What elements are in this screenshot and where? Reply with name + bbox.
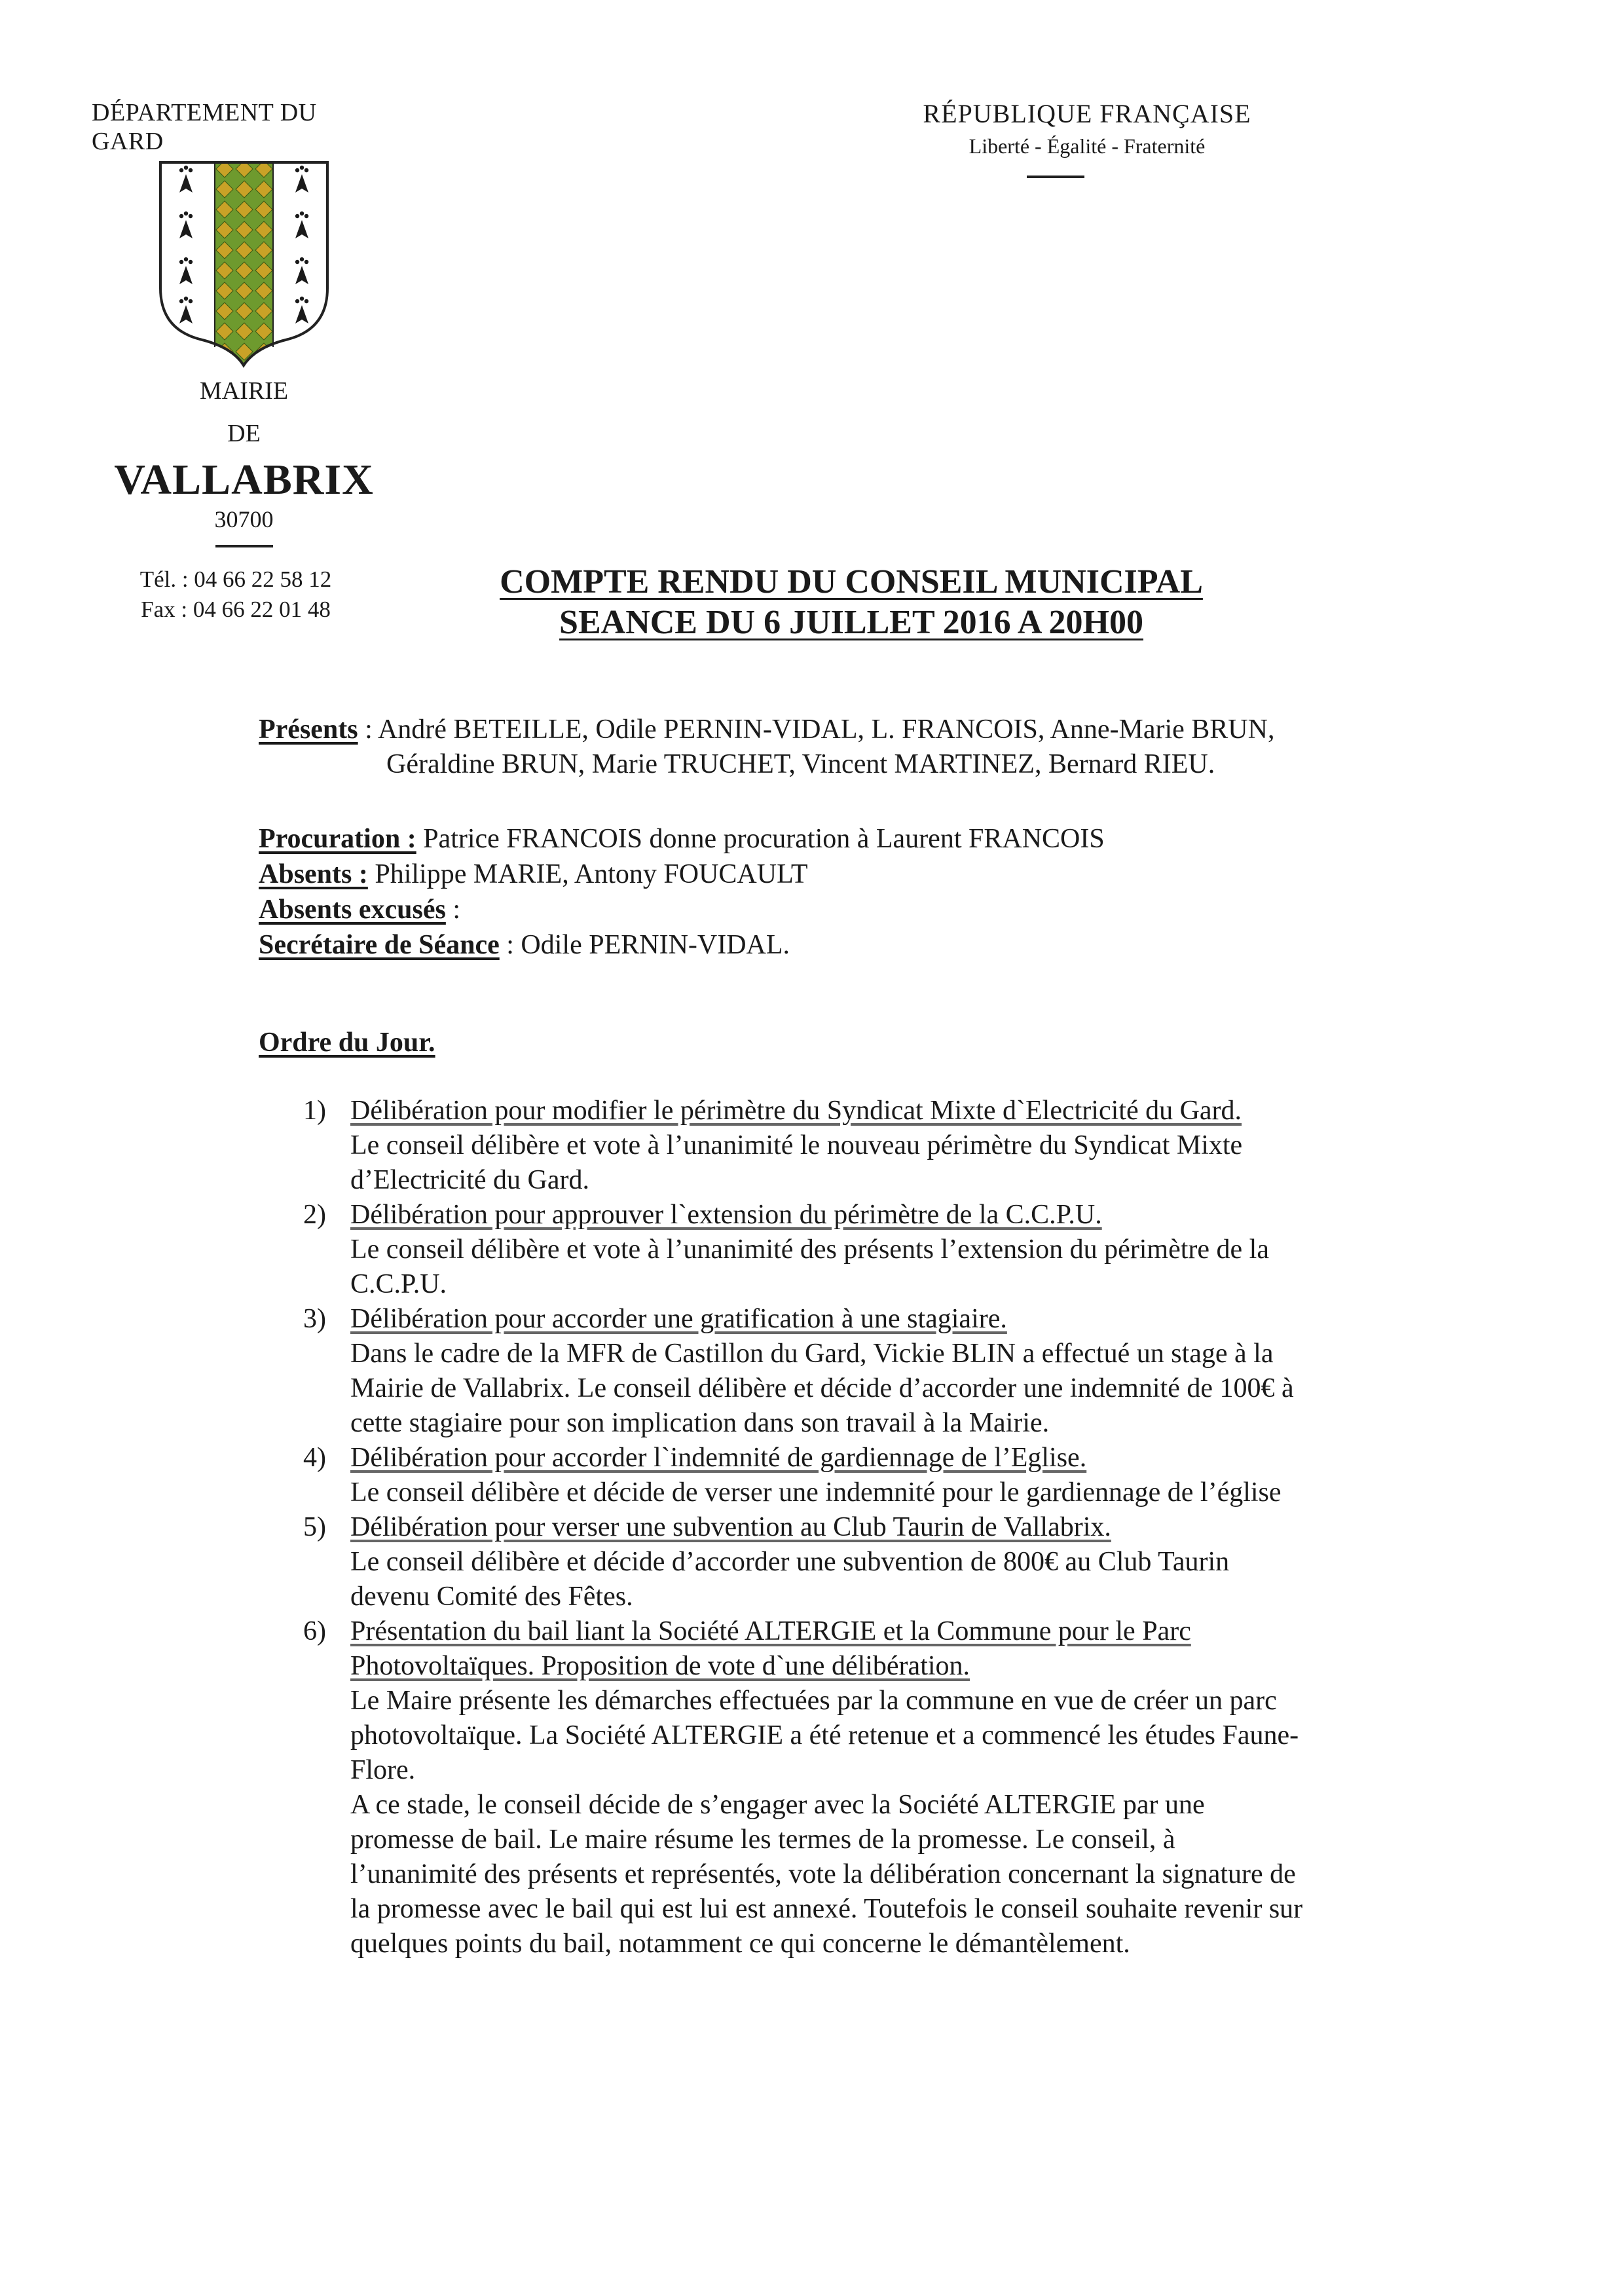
republic-motto: Liberté - Égalité - Fraternité xyxy=(969,134,1206,158)
agenda-list xyxy=(298,1094,1457,1961)
republic-name: RÉPUBLIQUE FRANÇAISE xyxy=(923,99,1251,128)
crest-pale xyxy=(215,157,273,373)
agenda-item-number: 1) xyxy=(303,1096,326,1126)
agenda-item xyxy=(298,1510,1457,1614)
agenda-item-number: 6) xyxy=(303,1616,326,1646)
absents-label: Absents : xyxy=(259,859,368,889)
agenda-item xyxy=(298,1198,1457,1302)
department-name: DÉPARTEMENT DU GARD xyxy=(92,99,317,155)
agenda-item-text: C.C.P.U. xyxy=(350,1269,447,1299)
phone-number: Tél. : 04 66 22 58 12 xyxy=(139,566,332,592)
agenda-item-heading: Délibération pour verser une subvention au Club Taurin de Vallabrix. xyxy=(350,1512,1111,1542)
agenda-item-number: 3) xyxy=(303,1304,326,1334)
procuration-label: Procuration : xyxy=(259,824,416,854)
agenda-item-text: Dans le cadre de la MFR de Castillon du Gard, Vickie BLIN a effectué un stage à la xyxy=(350,1339,1274,1369)
attendance-presents xyxy=(259,713,1444,782)
absents-text: Philippe MARIE, Antony FOUCAULT xyxy=(367,859,808,889)
agenda-item-heading: Délibération pour approuver l`extension du périmètre de la C.C.P.U. xyxy=(350,1200,1102,1230)
agenda-item-text: Le conseil délibère et vote à l’unanimité des présents l’extension du périmètre de la xyxy=(350,1234,1269,1265)
presents-list-continued: Géraldine BRUN, Marie TRUCHET, Vincent MARTINEZ, Bernard RIEU. xyxy=(386,749,1215,779)
agenda-item-text: Flore. xyxy=(350,1755,416,1785)
agenda-item-heading: Délibération pour accorder une gratification à une stagiaire. xyxy=(350,1304,1007,1334)
agenda-item-text: A ce stade, le conseil décide de s’engager avec la Société ALTERGIE par une xyxy=(350,1790,1205,1820)
agenda-item xyxy=(298,1094,1457,1198)
commune-name: VALLABRIX xyxy=(114,456,374,504)
agenda-item-text: Le conseil délibère et vote à l’unanimité le nouveau périmètre du Syndicat Mixte xyxy=(350,1130,1243,1160)
presents-list: : André BETEILLE, Odile PERNIN-VIDAL, L. FRANCOIS, Anne-Marie BRUN, xyxy=(358,714,1275,745)
fax-number: Fax : 04 66 22 01 48 xyxy=(141,597,331,622)
absents-excuses-text: : xyxy=(445,895,461,925)
agenda-item-text: d’Electricité du Gard. xyxy=(350,1165,589,1195)
agenda-item xyxy=(298,1302,1457,1441)
title-line-1: COMPTE RENDU DU CONSEIL MUNICIPAL xyxy=(500,563,1203,601)
agenda-item-heading: Photovoltaïques. Proposition de vote d`une délibération. xyxy=(350,1651,970,1681)
agenda-item-heading: Délibération pour modifier le périmètre du Syndicat Mixte d`Electricité du Gard. xyxy=(350,1096,1242,1126)
absents-excuses-label: Absents excusés xyxy=(259,895,446,925)
agenda-item-heading: Délibération pour accorder l`indemnité de gardiennage de l’Eglise. xyxy=(350,1443,1087,1473)
agenda-item-text: devenu Comité des Fêtes. xyxy=(350,1582,633,1612)
procuration-text: Patrice FRANCOIS donne procuration à Laurent FRANCOIS xyxy=(416,824,1105,854)
agenda-item-text: Le conseil délibère et décide de verser une indemnité pour le gardiennage de l’église xyxy=(350,1477,1282,1508)
attendance-info xyxy=(259,822,1444,963)
agenda-item-text: Le Maire présente les démarches effectuées par la commune en vue de créer un parc xyxy=(350,1686,1277,1716)
postal-code: 30700 xyxy=(214,506,274,532)
agenda-item-text: Mairie de Vallabrix. Le conseil délibère et décide d’accorder une indemnité de 100€ à xyxy=(350,1373,1294,1403)
agenda-item-number: 2) xyxy=(303,1200,326,1230)
agenda-item-text: quelques points du bail, notamment ce qui concerne le démantèlement. xyxy=(350,1929,1130,1959)
agenda-item-number: 4) xyxy=(303,1443,326,1473)
title-line-2: SEANCE DU 6 JUILLET 2016 A 20H00 xyxy=(559,604,1143,641)
presents-label: Présents xyxy=(259,714,358,745)
agenda-item-text: l’unanimité des présents et représentés, vote la délibération concernant la signature de xyxy=(350,1859,1296,1889)
document-title xyxy=(367,562,1336,643)
agenda-item-text: la promesse avec le bail qui est lui est annexé. Toutefois le conseil souhaite revenir sur xyxy=(350,1894,1303,1924)
coat-of-arms-icon xyxy=(157,157,331,373)
agenda-item-text: Le conseil délibère et décide d’accorder une subvention de 800€ au Club Taurin xyxy=(350,1547,1230,1577)
agenda-item-text: photovoltaïque. La Société ALTERGIE a été retenue et a commencé les études Faune- xyxy=(350,1720,1299,1750)
secretaire-label: Secrétaire de Séance xyxy=(259,930,500,960)
secretaire-text: : Odile PERNIN-VIDAL. xyxy=(499,930,790,960)
divider xyxy=(215,545,273,547)
agenda-item xyxy=(298,1614,1457,1961)
agenda-item-number: 5) xyxy=(303,1512,326,1542)
agenda-item-text: cette stagiaire pour son implication dans son travail à la Mairie. xyxy=(350,1408,1050,1438)
agenda-item-heading: Présentation du bail liant la Société ALTERGIE et la Commune pour le Parc xyxy=(350,1616,1191,1646)
contact-block xyxy=(98,565,373,625)
agenda-item xyxy=(298,1441,1457,1510)
agenda-title: Ordre du Jour. xyxy=(259,1028,435,1058)
mairie-label: MAIRIE xyxy=(199,377,289,405)
republic-block xyxy=(838,98,1336,158)
agenda-item-text: promesse de bail. Le maire résume les termes de la promesse. Le conseil, à xyxy=(350,1824,1175,1855)
divider xyxy=(1027,176,1084,178)
de-label: DE xyxy=(227,420,261,447)
